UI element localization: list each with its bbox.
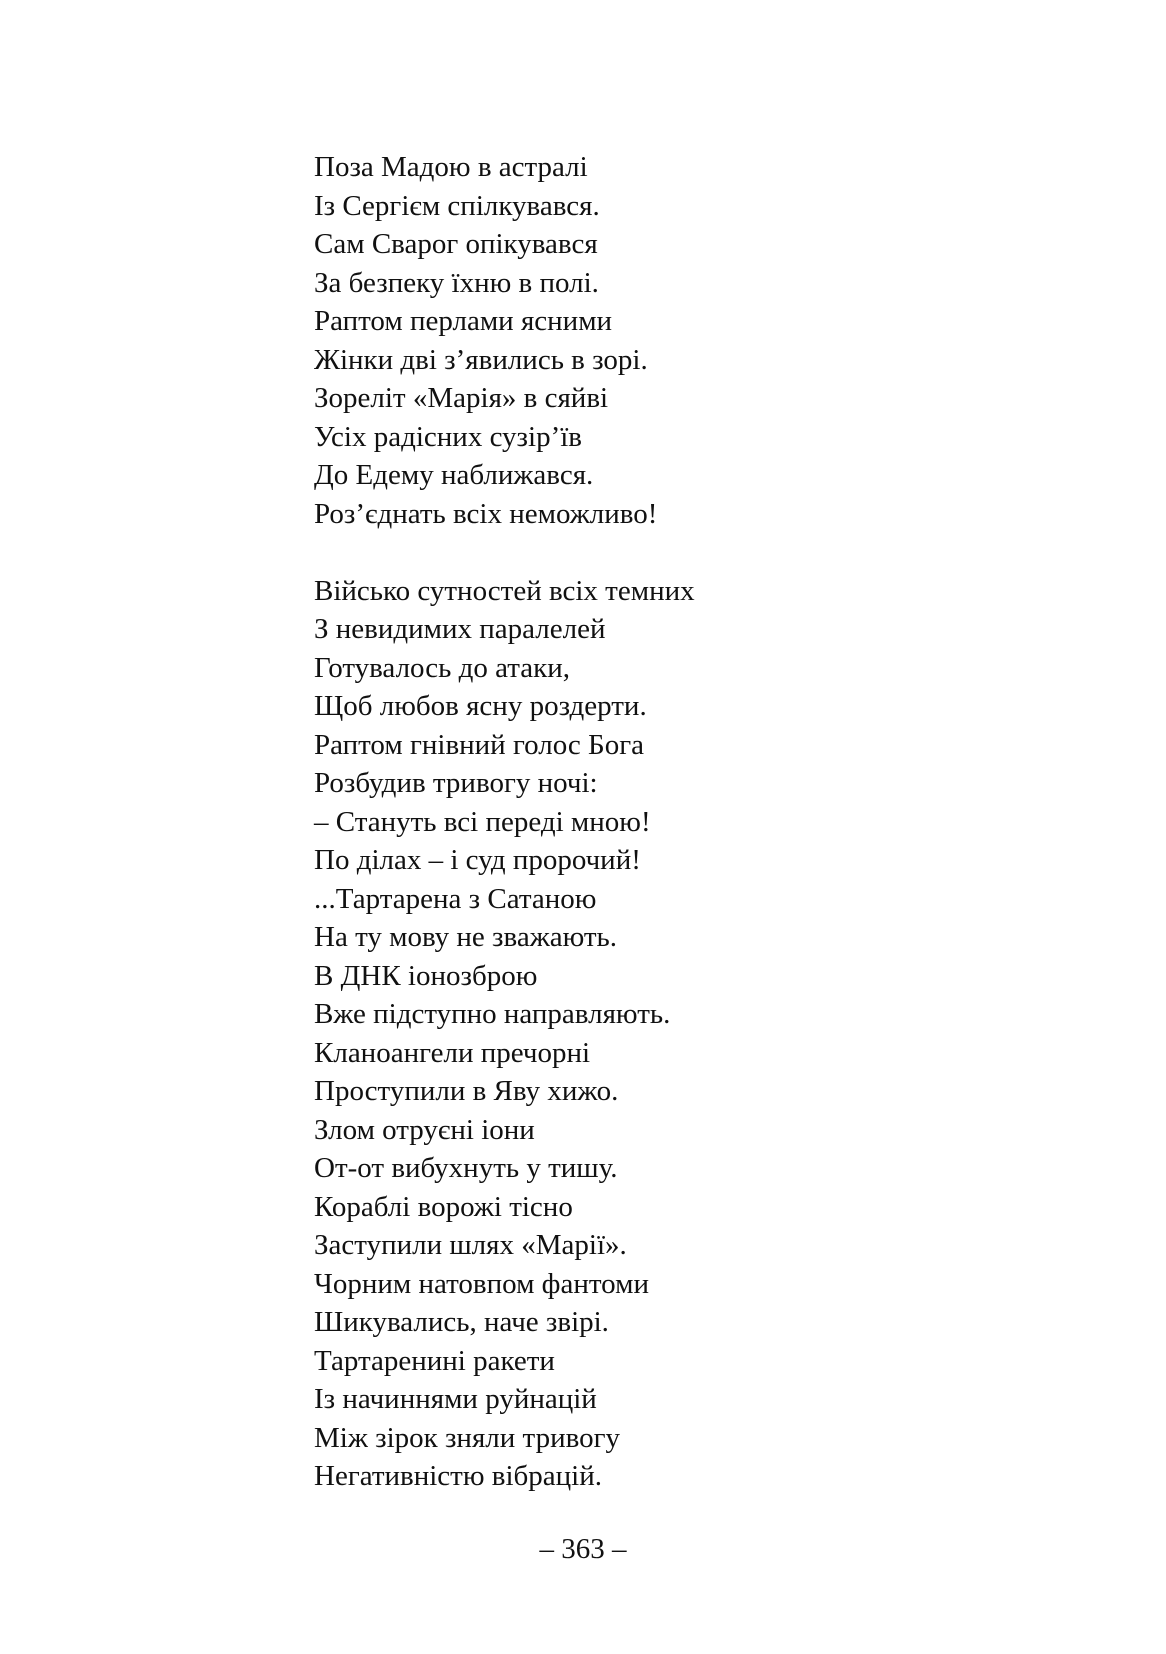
poem-line: Раптом перлами ясними: [314, 305, 613, 337]
poem-line: Проступили в Яву хижо.: [314, 1075, 619, 1107]
stanza-2: [314, 572, 1074, 1496]
poem-line: Вже підступно направляють.: [314, 998, 671, 1030]
poem-line: Кланоангели пречорні: [314, 1036, 591, 1069]
poem-line: Раптом гнівний голос Бога: [314, 728, 644, 761]
poem-line: Військо сутностей всіх темних: [314, 574, 695, 607]
poem-line: Шикувались, наче звірі.: [314, 1306, 609, 1338]
poem-line: – Стануть всі переді мною!: [314, 805, 651, 838]
poem-line: Із начиннями руйнацій: [314, 1383, 597, 1415]
poem-line: Тартаренині ракети: [314, 1344, 555, 1377]
poem-line: Сам Сварог опікувався: [314, 228, 598, 260]
poem-line: Поза Мадою в астралі: [314, 151, 588, 183]
poem-line: По ділах – і суд пророчий!: [314, 844, 641, 876]
poem-line: Зореліт «Марія» в сяйві: [314, 382, 609, 414]
poem-line: Негативністю вібрацій.: [314, 1460, 602, 1492]
poem-line: Між зірок зняли тривогу: [314, 1421, 620, 1454]
poem-line: За безпеку їхню в полі.: [314, 266, 599, 299]
poem-line: Кораблі ворожі тісно: [314, 1190, 573, 1223]
page-number: – 363 –: [539, 1533, 627, 1565]
poem-line: Готувалось до атаки,: [314, 651, 570, 684]
poem-line: От-от вибухнуть у тишу.: [314, 1152, 618, 1184]
poem-line: З невидимих паралелей: [314, 613, 606, 645]
poem-line: Із Сергієм спілкувався.: [314, 189, 600, 222]
poem-line: В ДНК іонозброю: [314, 959, 538, 992]
poem-line: Розбудив тривогу ночі:: [314, 767, 598, 799]
poem-line: Роз’єднать всіх неможливо!: [314, 497, 658, 530]
poem-line: Усіх радісних сузір’їв: [314, 420, 582, 453]
poem-line: Злом отруєні іони: [314, 1113, 535, 1146]
poem-line: До Едему наближався.: [314, 459, 594, 491]
poem-line: ...Тартарена з Сатаною: [314, 882, 597, 915]
stanza-1: [314, 148, 1074, 533]
poem-line: Щоб любов ясну роздерти.: [314, 690, 647, 722]
poem-line: На ту мову не зважають.: [314, 921, 618, 953]
poem-body: [314, 148, 1074, 1496]
poem-line: Жінки дві з’явились в зорі.: [314, 343, 648, 376]
poem-line: Чорним натовпом фантоми: [314, 1267, 649, 1300]
poem-line: Заступили шлях «Марії».: [314, 1229, 627, 1261]
